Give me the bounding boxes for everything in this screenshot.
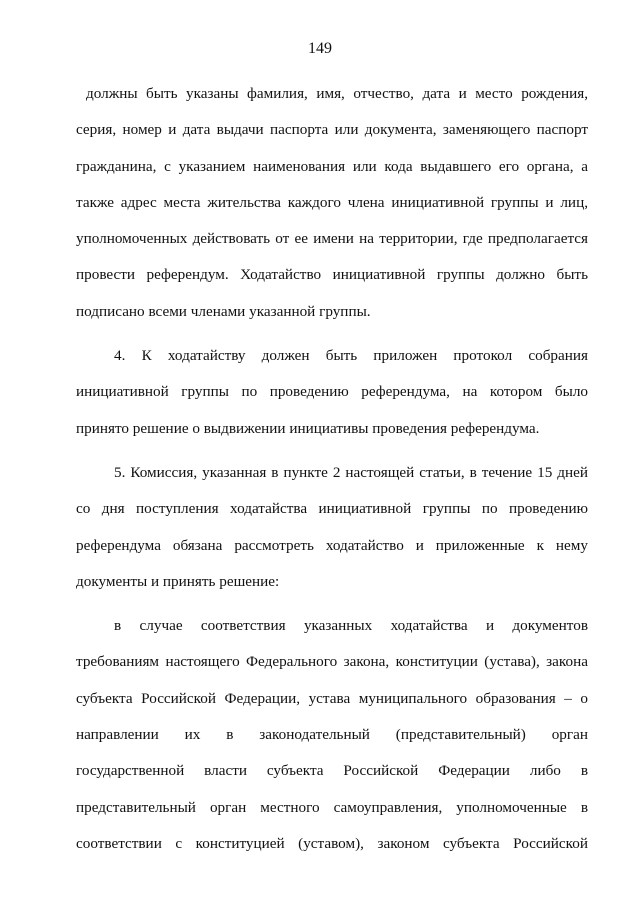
text-line: со дня поступления ходатайства инициативной группы по проведению bbox=[76, 500, 588, 518]
text-line: серия, номер и дата выдачи паспорта или документа, заменяющего паспорт bbox=[76, 121, 588, 139]
text-line: референдума обязана рассмотреть ходатайство и приложенные к нему bbox=[76, 536, 588, 554]
text-line: представительный орган местного самоуправления, уполномоченные в bbox=[76, 798, 588, 816]
text-line: провести референдум. Ходатайство инициативной группы должно быть bbox=[76, 266, 588, 284]
text-line: соответствии с конституцией (уставом), законом субъекта Российской bbox=[76, 834, 588, 852]
text-line: принято решение о выдвижении инициативы проведения референдума. bbox=[76, 419, 540, 437]
text-line: государственной власти субъекта Российской Федерации либо в bbox=[76, 762, 588, 780]
text-line: уполномоченных действовать от ее имени на территории, где предполагается bbox=[76, 230, 588, 248]
page-number: 149 bbox=[308, 40, 332, 57]
text-line: 5. Комиссия, указанная в пункте 2 настоящей статьи, в течение 15 дней bbox=[114, 463, 588, 481]
text-line: требованиям настоящего Федерального закона, конституции (устава), закона bbox=[76, 653, 588, 671]
text-line: должны быть указаны фамилия, имя, отчество, дата и место рождения, bbox=[86, 85, 588, 102]
text-line: субъекта Российской Федерации, устава муниципального образования – о bbox=[76, 689, 588, 707]
text-line: также адрес места жительства каждого члена инициативной группы и лиц, bbox=[76, 193, 588, 211]
text-line: документы и принять решение: bbox=[76, 572, 280, 590]
paragraph-item-4 bbox=[76, 338, 588, 447]
text-line: 4. К ходатайству должен быть приложен протокол собрания bbox=[114, 347, 588, 365]
text-line: в случае соответствия указанных ходатайства и документов bbox=[114, 617, 588, 635]
text-line: инициативной группы по проведению референдума, на котором было bbox=[76, 383, 588, 401]
text-line: направлении их в законодательный (представительный) орган bbox=[76, 726, 588, 744]
document-body bbox=[76, 76, 588, 862]
paragraph-item-5 bbox=[76, 455, 588, 600]
text-line: гражданина, с указанием наименования или кода выдавшего его органа, а bbox=[76, 157, 588, 175]
text-line: подписано всеми членами указанной группы. bbox=[76, 302, 371, 320]
paragraph-continuation bbox=[76, 76, 588, 330]
paragraph-subitem bbox=[76, 608, 588, 862]
